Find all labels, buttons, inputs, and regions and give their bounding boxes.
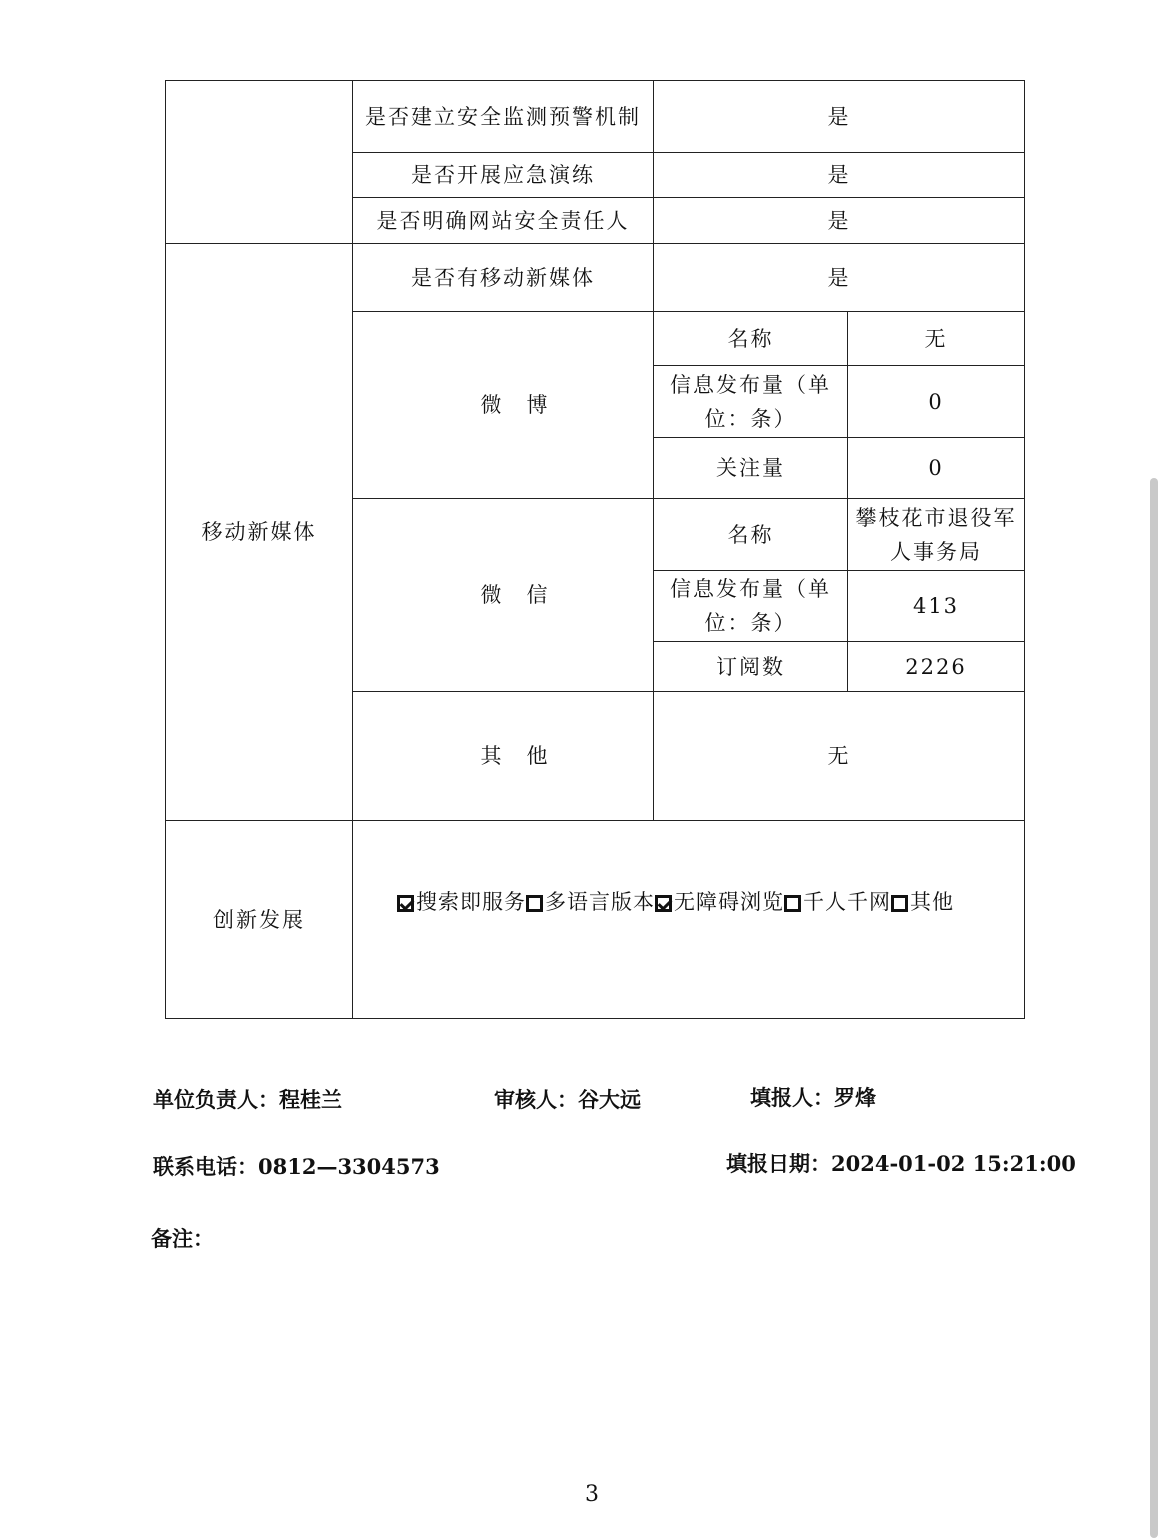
checkbox-unchecked-icon — [784, 895, 801, 912]
section-media-label: 移动新媒体 — [166, 244, 353, 821]
page-number: 3 — [585, 1482, 599, 1507]
weibo-name-label: 名称 — [654, 312, 848, 366]
checkbox-unchecked-icon — [526, 895, 543, 912]
other-label: 其 他 — [353, 692, 654, 821]
option-personalized: 千人千网 — [803, 890, 891, 914]
responsible-label: 是否明确网站安全责任人 — [353, 198, 654, 244]
fill-date: 填报日期：2024-01-02 15:21:00 — [726, 1151, 1076, 1176]
weibo-name-value: 无 — [848, 312, 1025, 366]
option-other: 其他 — [910, 890, 954, 914]
weibo-label: 微 博 — [353, 312, 654, 499]
responsible-value: 是 — [654, 198, 1025, 244]
filler: 填报人：罗烽 — [750, 1085, 876, 1110]
checkbox-checked-icon — [655, 895, 672, 912]
wechat-name-value: 攀枝花市退役军人事务局 — [848, 499, 1025, 571]
scrollbar[interactable] — [1150, 478, 1158, 1538]
drill-value: 是 — [654, 153, 1025, 198]
drill-label: 是否开展应急演练 — [353, 153, 654, 198]
unit-head: 单位负责人：程桂兰 — [153, 1087, 342, 1112]
wechat-subscribers-value: 2226 — [848, 642, 1025, 692]
remarks: 备注： — [151, 1226, 214, 1251]
contact-phone: 联系电话：0812—3304573 — [153, 1154, 440, 1179]
section-innovation-label: 创新发展 — [166, 821, 353, 1019]
monitor-label: 是否建立安全监测预警机制 — [353, 81, 654, 153]
has-media-label: 是否有移动新媒体 — [353, 244, 654, 312]
wechat-posts-label: 信息发布量（单位：条） — [654, 571, 848, 642]
monitor-value: 是 — [654, 81, 1025, 153]
option-multilingual: 多语言版本 — [545, 890, 655, 914]
innovation-options — [353, 821, 1025, 1019]
wechat-subscribers-label: 订阅数 — [654, 642, 848, 692]
option-search-service: 搜索即服务 — [416, 890, 526, 914]
report-table — [165, 80, 1025, 1019]
weibo-posts-value: 0 — [848, 366, 1025, 438]
checkbox-unchecked-icon — [891, 895, 908, 912]
weibo-followers-label: 关注量 — [654, 438, 848, 499]
weibo-posts-label: 信息发布量（单位：条） — [654, 366, 848, 438]
has-media-value: 是 — [654, 244, 1025, 312]
option-accessibility: 无障碍浏览 — [674, 890, 784, 914]
reviewer: 审核人：谷大远 — [494, 1087, 641, 1112]
wechat-name-label: 名称 — [654, 499, 848, 571]
other-value: 无 — [654, 692, 1025, 821]
checkbox-checked-icon — [397, 895, 414, 912]
section-security-blank — [166, 81, 353, 244]
wechat-posts-value: 413 — [848, 571, 1025, 642]
wechat-label: 微 信 — [353, 499, 654, 692]
weibo-followers-value: 0 — [848, 438, 1025, 499]
